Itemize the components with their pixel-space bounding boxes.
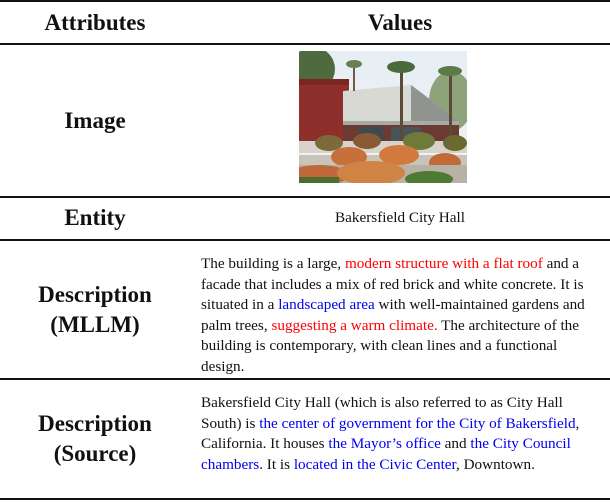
attr-image-label: Image [64,107,126,133]
source-highlight-council-chambers: the City Council chambers [201,435,571,473]
mllm-seg-6: The architecture of the building is contemporary, with clean lines and a functional design. [201,316,580,375]
source-seg-4: and [440,435,471,453]
header-values [190,2,610,43]
attr-entity [0,197,190,239]
source-seg-0: Bakersfield City Hall (which is also referred to as City Hall South) is [201,394,563,432]
description-source-text [201,393,601,475]
source-highlight-center-of-government: the center of government for the City of Bakersfield [259,414,576,432]
attr-entity-label: Entity [64,205,126,230]
attr-description-source-line2: (Source) [53,441,137,466]
mllm-highlight-landscaped-area: landscaped area [278,296,375,314]
attr-description-mllm-line1: Description [38,281,152,307]
attr-description-mllm [0,241,190,378]
header-attributes-label: Attributes [44,9,146,35]
bottom-rule [0,498,610,500]
entity-value-cell [190,197,610,239]
mllm-seg-0: The building is a large, [201,255,345,272]
source-seg-6: . It is [259,455,294,473]
city-hall-photo [299,51,467,183]
mllm-highlight-warm-climate: suggesting a warm climate. [271,316,438,334]
attr-description-source [0,380,190,498]
mllm-highlight-flat-roof: modern structure with a flat roof [344,255,543,272]
source-highlight-mayors-office: the Mayor’s office [328,435,441,453]
source-seg-2: , California. It houses [201,414,580,453]
attr-description-source-line1: Description [38,411,152,436]
header-attributes [0,2,190,43]
header-values-label: Values [367,9,433,35]
attr-description-mllm-line2: (MLLM) [50,311,140,337]
description-mllm-text [201,254,601,378]
mllm-seg-2: and a facade that includes a mix of red brick and white concrete. It is situated in a [201,255,584,314]
source-seg-8: , Downtown. [456,455,535,473]
attr-image [0,45,190,196]
source-highlight-civic-center: located in the Civic Center [293,455,456,473]
mllm-seg-4: with well-maintained gardens and palm trees, [201,296,585,334]
entity-value: Bakersfield City Hall [335,209,465,226]
